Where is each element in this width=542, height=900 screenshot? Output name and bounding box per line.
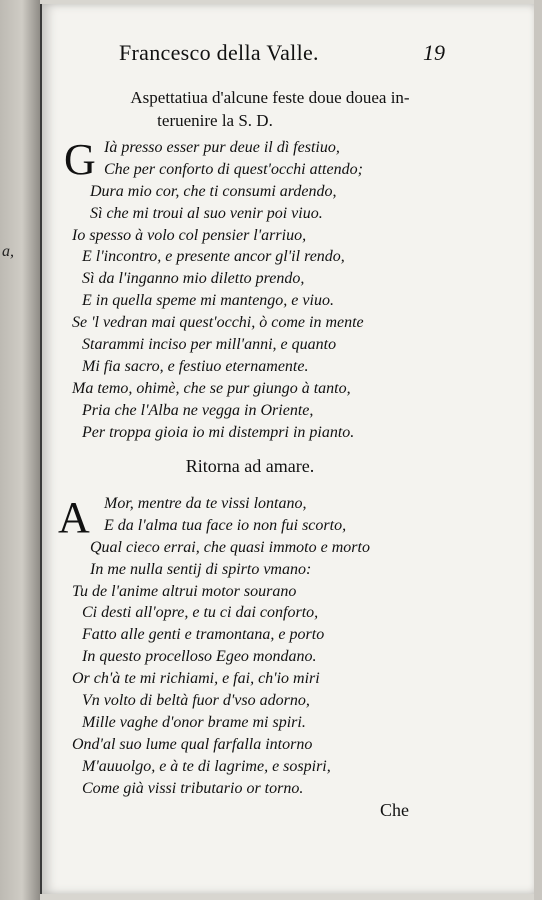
verse-line: E da l'alma tua face io non fui scorto,: [104, 516, 347, 534]
verse-line: Che per conforto di quest'occhi attendo;: [104, 160, 363, 178]
poem2-drop-cap: A: [58, 493, 90, 542]
verse-line: Pria che l'Alba ne vegga in Oriente,: [82, 401, 314, 419]
verse-line: Vn volto di beltà fuor d'vso adorno,: [82, 692, 310, 710]
verse-line: Mor, mentre da te vissi lontano,: [104, 495, 307, 512]
poem1-drop-cap: G: [64, 135, 96, 184]
verse-line: Se 'l vedran mai quest'occhi, ò come in mente: [72, 314, 364, 332]
running-header: [75, 40, 445, 74]
verse-line: Per troppa gioia io mi distempri in pianto.: [82, 423, 355, 441]
verse-line: Tu de l'anime altrui motor sourano: [72, 582, 297, 600]
verse-line: Fatto alle genti e tramontana, e porto: [82, 626, 325, 644]
verse-line: Sì che mi troui al suo venir poi viuo.: [90, 204, 323, 222]
poem1-heading-line1: Aspettatiua d'alcune feste doue douea in-: [130, 88, 410, 107]
poem2-heading: Ritorna ad amare.: [185, 456, 315, 476]
verse-line: M'auuolgo, e à te di lagrime, e sospiri,: [82, 757, 331, 775]
verse-line: Io spesso à volo col pensier l'arriuo,: [72, 226, 307, 244]
poem1-heading-line2: teruenire la S. D.: [157, 111, 273, 130]
header-title: Francesco della Valle.: [119, 40, 319, 65]
verse-line: Or ch'à te mi richiami, e fai, ch'io miri: [72, 670, 320, 688]
previous-page-edge: [0, 0, 40, 900]
verse-line: Starammi inciso per mill'anni, e quanto: [82, 336, 337, 354]
page-right-edge: [534, 0, 542, 900]
verse-line: Ma temo, ohimè, che se pur giungo à tanto,: [72, 379, 351, 397]
verse-line: Qual cieco errai, che quasi immoto e morto: [90, 538, 370, 556]
page-number: 19: [423, 40, 445, 65]
verse-line: Come già vissi tributario or torno.: [82, 779, 304, 797]
verse-line: In me nulla sentij di spirto vmano:: [90, 560, 312, 578]
verse-line: Ià presso esser pur deue il dì festiuo,: [104, 139, 340, 156]
previous-page-text-fragment: a,: [2, 243, 14, 260]
verse-line: Ci desti all'opre, e tu ci dai conforto,: [82, 604, 319, 622]
verse-line: E in quella speme mi mantengo, e viuo.: [82, 292, 334, 310]
verse-line: Sì da l'inganno mio diletto prendo,: [82, 270, 305, 288]
poem1-verses: [62, 137, 364, 443]
verse-line: E l'incontro, e presente ancor gl'il rendo,: [82, 248, 345, 266]
poem2-verses: [62, 493, 370, 799]
verse-line: Dura mio cor, che ti consumi ardendo,: [90, 182, 337, 200]
verse-line: Mille vaghe d'onor brame mi spiri.: [82, 713, 306, 731]
catchword: Che: [380, 800, 409, 820]
verse-line: Mi fia sacro, e festiuo eternamente.: [82, 357, 309, 375]
verse-line: In questo procelloso Egeo mondano.: [82, 648, 317, 666]
verse-line: Ond'al suo lume qual farfalla intorno: [72, 735, 313, 753]
